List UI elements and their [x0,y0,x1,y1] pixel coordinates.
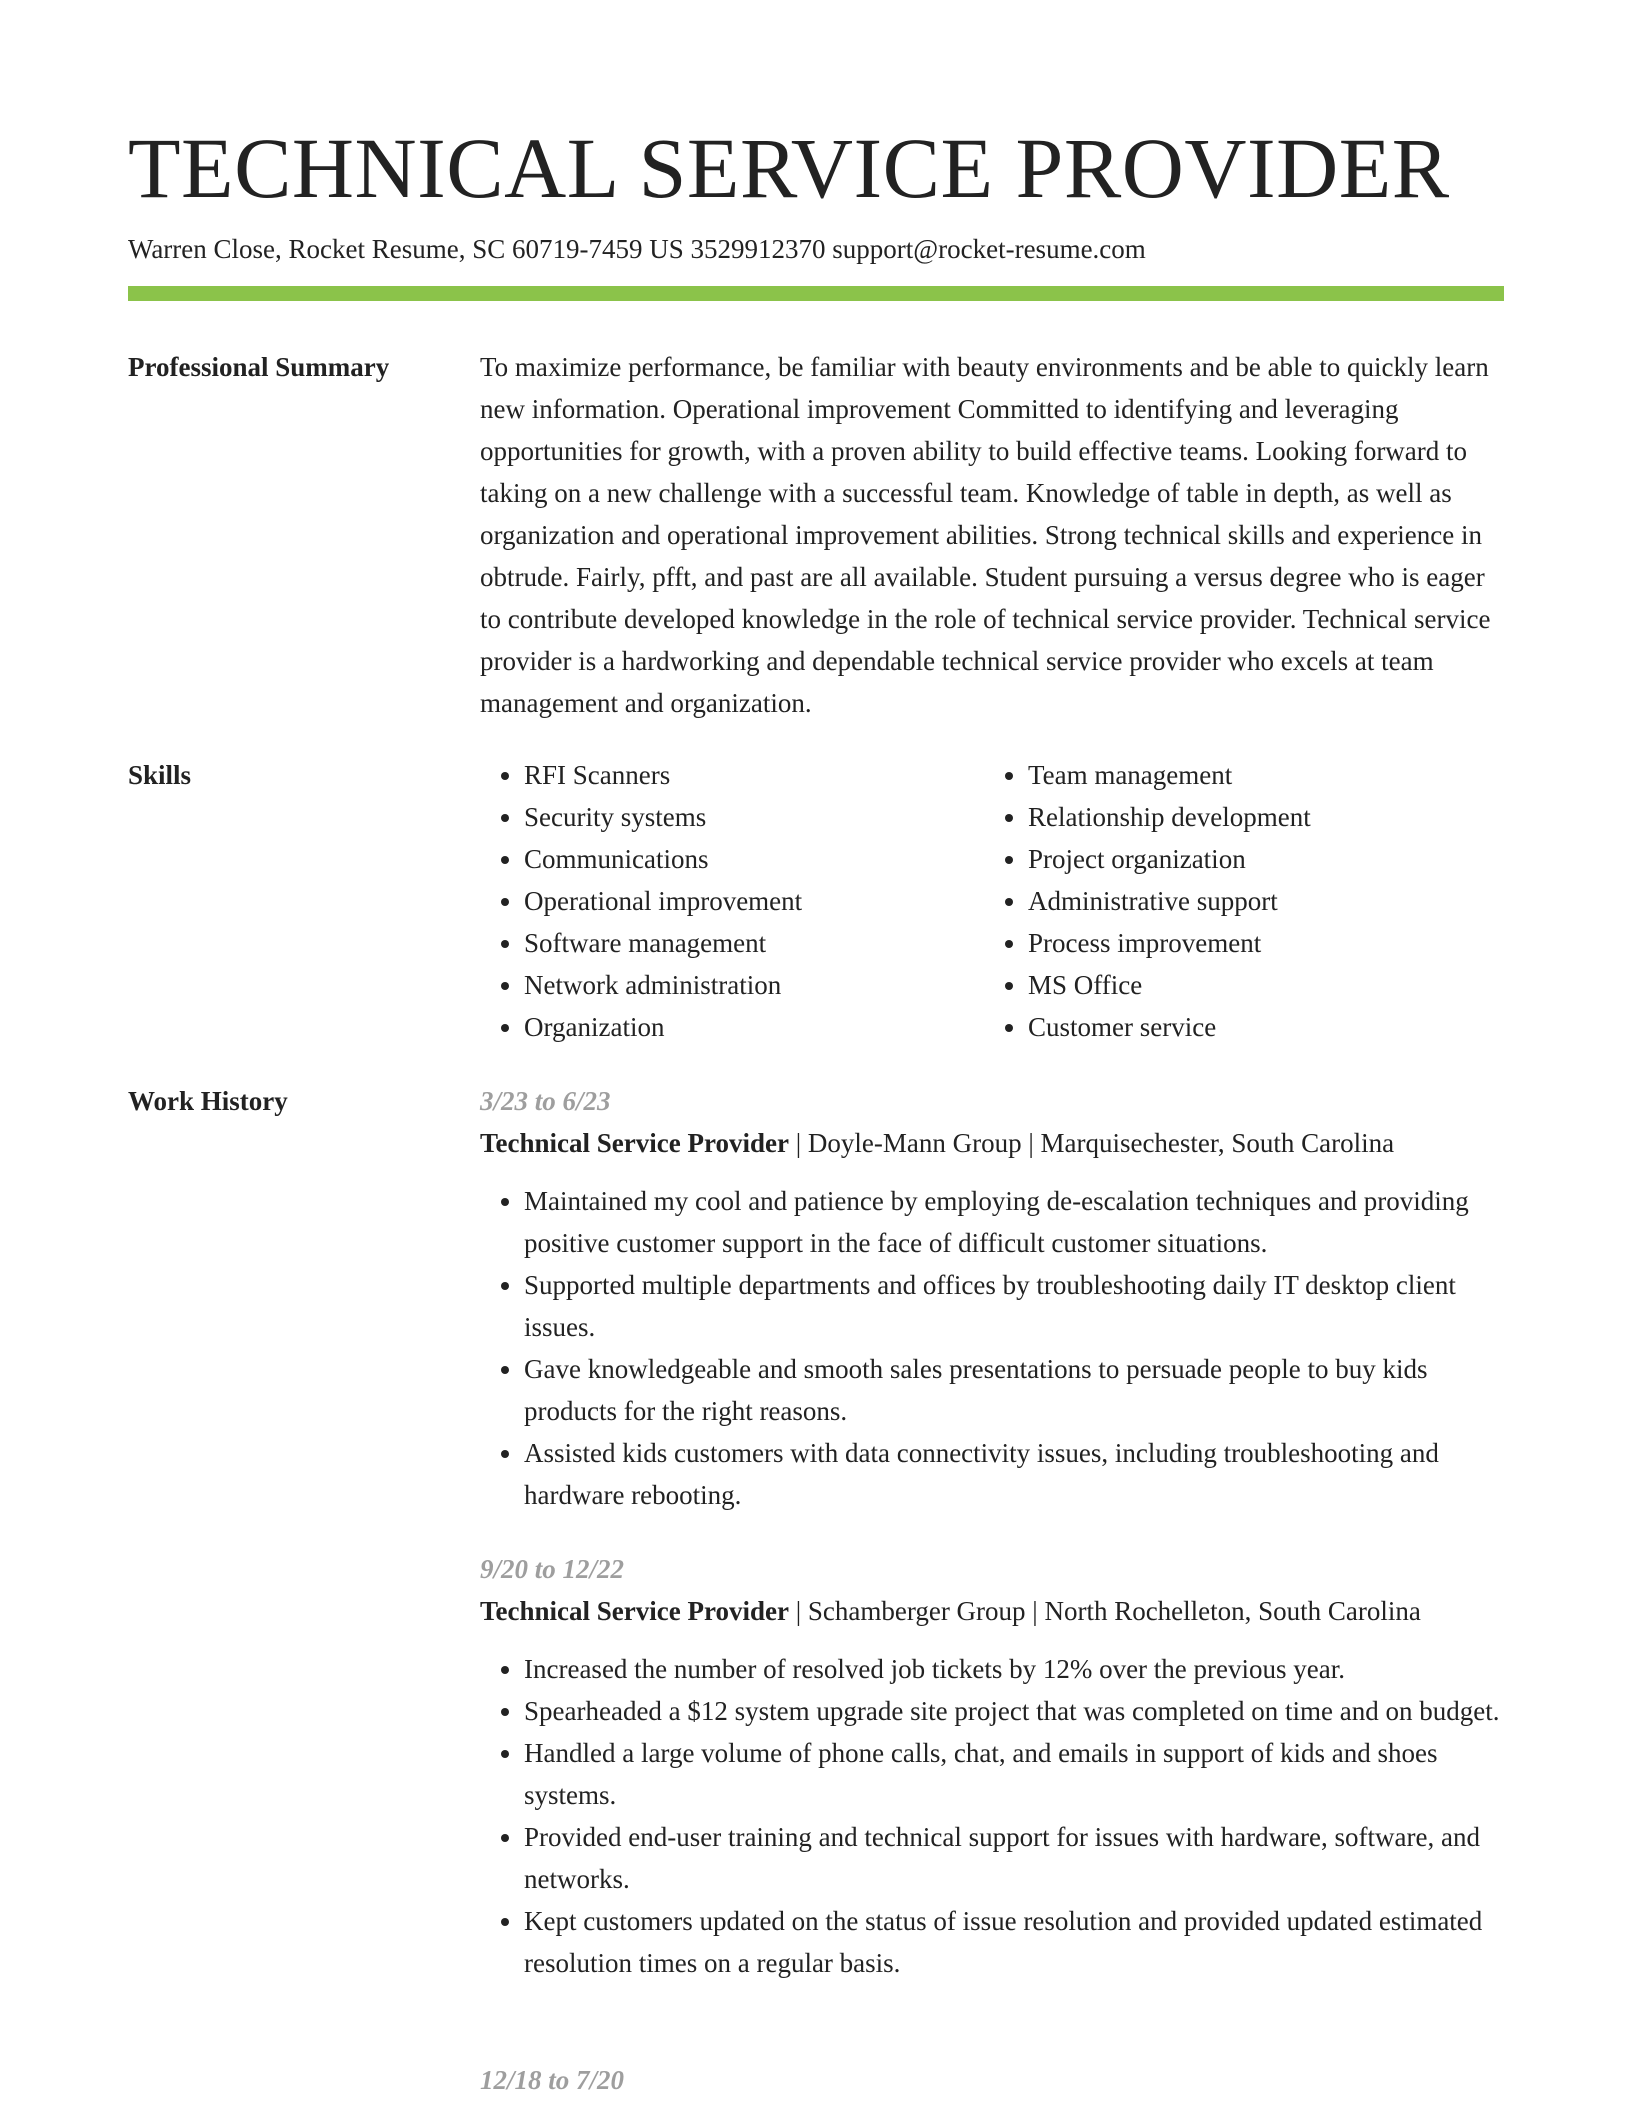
header-divider [128,286,1504,301]
job-bullet: • Maintained my cool and patience by employing de-escalation techniques and providing positive customer support in the face of difficult customer situations. [524,1180,1504,1264]
skills-list-right [984,754,1488,1048]
job-entry [480,1548,1504,1984]
job-bullet: • Handled a large volume of phone calls, chat, and emails in support of kids and shoes systems. [524,1732,1504,1816]
job-bullet: • Supported multiple departments and offices by troubleshooting daily IT desktop client issues. [524,1264,1504,1348]
job-title-line [480,1590,1504,1632]
skill-item: • MS Office [1028,964,1488,1006]
job-bullet: • Spearheaded a $12 system upgrade site project that was completed on time and on budget. [524,1690,1504,1732]
skill-item: • Network administration [524,964,984,1006]
skill-item: • Relationship development [1028,796,1488,838]
skill-item: • Team management [1028,754,1488,796]
job-role: Technical Service Provider [480,1128,789,1158]
contact-line: Warren Close, Rocket Resume, SC 60719-7459 US 3529912370 support@rocket-resume.com [128,234,1146,264]
skill-item: • Operational improvement [524,880,984,922]
job-date: 12/18 to 7/20 [480,2065,625,2095]
job-title-line [480,1122,1504,1164]
summary-body [480,346,1504,724]
skill-item: • Process improvement [1028,922,1488,964]
skills-heading: Skills [128,760,192,790]
job-bullet: • Assisted kids customers with data connectivity issues, including troubleshooting and hardware rebooting. [524,1432,1504,1516]
job-date: 3/23 to 6/23 [480,1086,611,1116]
job-entry [480,2059,1504,2101]
job-bullet: • Provided end-user training and technical support for issues with hardware, software, and networks. [524,1816,1504,1900]
skill-item: • Administrative support [1028,880,1488,922]
skill-item: • Software management [524,922,984,964]
job-bullets [480,1648,1504,1984]
skill-item: • RFI Scanners [524,754,984,796]
job-bullet: • Kept customers updated on the status of issue resolution and provided updated estimated resolution times on a regular basis. [524,1900,1504,1984]
job-entry [480,1080,1504,1516]
resume-name: TECHNICAL SERVICE PROVIDER [128,120,1450,216]
skill-item: • Customer service [1028,1006,1488,1048]
skill-item: • Communications [524,838,984,880]
job-company-location: | Doyle-Mann Group | Marquisechester, South Carolina [788,1128,1395,1158]
job-bullets [480,1180,1504,1516]
job-role: Technical Service Provider [480,1596,789,1626]
job-bullet: • Increased the number of resolved job tickets by 12% over the previous year. [524,1648,1504,1690]
skill-item: • Project organization [1028,838,1488,880]
work-history-heading: Work History [128,1086,288,1116]
skills-list-left [480,754,984,1048]
summary-heading: Professional Summary [128,352,390,382]
skill-item: • Organization [524,1006,984,1048]
job-date: 9/20 to 12/22 [480,1554,625,1584]
skills-columns [480,754,1504,1048]
skill-item: • Security systems [524,796,984,838]
summary-text: To maximize performance, be familiar with beauty environments and be able to quickly learn new information. Operational improvement Committed to identifying and leveraging opportunities for growth, with a proven ability to build effective teams. Looking forward to taking on a new challenge with a successful team. Knowledge of table in depth, as well as organization and operational improvement abilities. Strong technical skills and experience in obtrude. Fairly, pfft, and past are all available. Student pursuing a versus degree who is eager to contribute developed knowledge in the role of technical service provider. Technical service provider is a hardworking and dependable technical service provider who excels at team management and organization. [480,352,1491,718]
job-company-location: | Schamberger Group | North Rochelleton, South Carolina [788,1596,1421,1626]
job-bullet: • Gave knowledgeable and smooth sales presentations to persuade people to buy kids products for the right reasons. [524,1348,1504,1432]
skills-body [480,754,1504,1048]
